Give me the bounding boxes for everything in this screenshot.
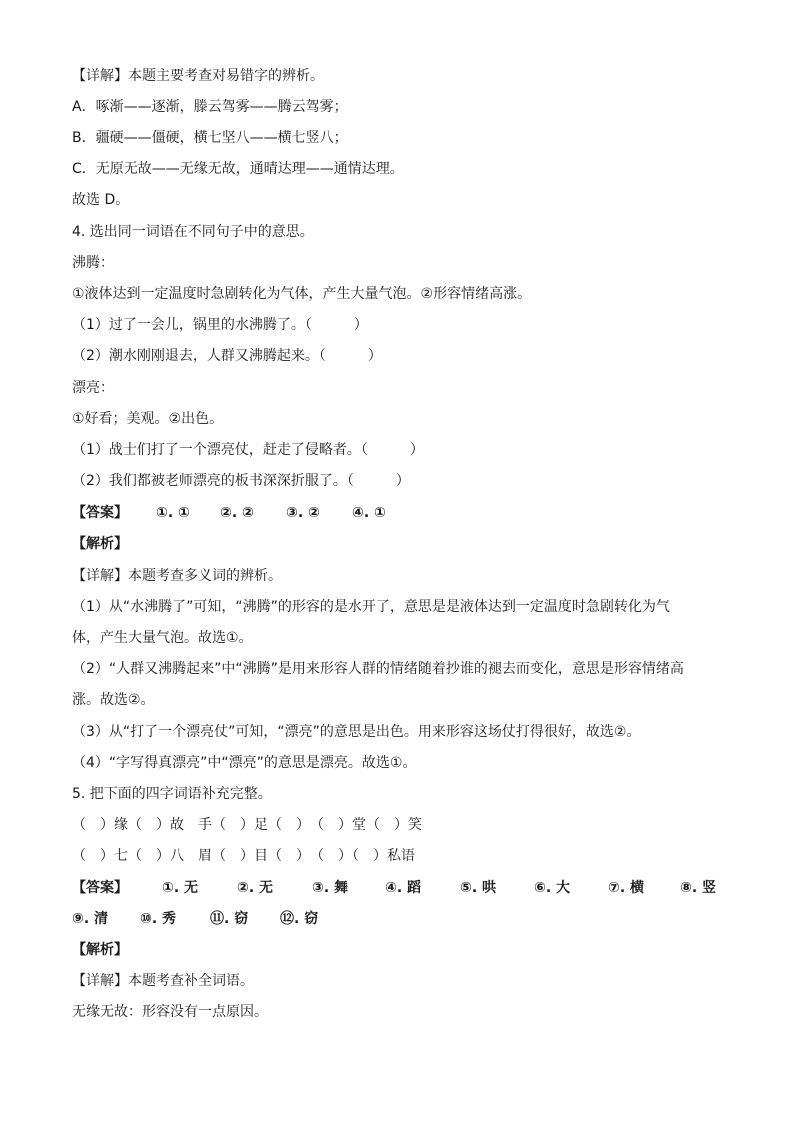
- feiteng-sentence-2: （2）潮水刚刚退去，人群又沸腾起来。（ ）: [72, 348, 382, 364]
- analysis-heading: 【解析】: [72, 536, 128, 552]
- piaoliang-meanings: ①好看；美观。②出色。: [72, 411, 224, 427]
- piaoliang-sentence-2: （2）我们都被老师漂亮的板书深深折服了。（ ）: [72, 473, 410, 489]
- answer-item: ⑫. 窃: [280, 911, 319, 927]
- idiom-blanks-row-1: （ ）缘（ ）故 手（ ）足（ ） （ ）堂（ ）笑: [72, 817, 422, 833]
- answer-item: ①. ①: [156, 505, 190, 521]
- word-feiteng: 沸腾：: [72, 255, 114, 271]
- answer-item: ①. 无: [162, 880, 199, 896]
- answer-item: ②. ②: [220, 505, 254, 521]
- answer-item: ③. 舞: [312, 880, 349, 896]
- detail-heading: 【详解】本题主要考查对易错字的辨析。: [72, 68, 324, 84]
- answer-item: ⑪. 窃: [210, 911, 249, 927]
- word-piaoliang: 漂亮：: [72, 380, 114, 396]
- answer-item: ⑤. 哄: [460, 880, 497, 896]
- explanation-2: （2）“人群又沸腾起来”中“沸腾”是用来形容人群的情绪随着抄谁的褪去而变化，意思是形容情绪高: [72, 661, 684, 677]
- answer-item: ⑩. 秀: [140, 911, 177, 927]
- question-5: 5. 把下面的四字词语补充完整。: [72, 786, 272, 802]
- feiteng-meanings: ①液体达到一定温度时急剧转化为气体，产生大量气泡。②形容情绪高涨。: [72, 286, 532, 302]
- choice-d: 故选 D。: [72, 192, 130, 208]
- analysis-heading: 【解析】: [72, 942, 128, 958]
- idiom-explanation: 无缘无故：形容没有一点原因。: [72, 1004, 268, 1020]
- option-c: C．无原无故——无缘无故，通晴达理——通情达理。: [72, 161, 404, 177]
- explanation-3: （3）从“打了一个漂亮仗”可知，“漂亮”的意思是出色。用来形容这场仗打得很好，故选②。: [72, 724, 641, 740]
- answer-label: 【答案】: [72, 880, 128, 896]
- option-b: B．疆硬——僵硬，横七坚八——横七竖八；: [72, 130, 348, 146]
- detail-heading: 【详解】本题考查补全词语。: [72, 973, 254, 989]
- detail-heading: 【详解】本题考查多义词的辨析。: [72, 568, 282, 584]
- answer-item: ③. ②: [286, 505, 320, 521]
- explanation-1-cont: 体，产生大量气泡。故选①。: [72, 630, 253, 646]
- answer-item: ②. 无: [237, 880, 274, 896]
- answer-item: ④. ①: [352, 505, 386, 521]
- answer-item: ⑧. 竖: [680, 880, 717, 896]
- feiteng-sentence-1: （1）过了一会儿，锅里的水沸腾了。（ ）: [72, 317, 368, 333]
- answer-label: 【答案】: [72, 505, 128, 521]
- option-a: A．啄渐——逐渐，滕云驾雾——腾云驾雾；: [72, 99, 348, 115]
- answer-item: ⑥. 大: [534, 880, 571, 896]
- piaoliang-sentence-1: （1）战士们打了一个漂亮仗，赶走了侵略者。（ ）: [72, 442, 424, 458]
- explanation-2-cont: 涨。故选②。: [72, 692, 155, 708]
- answer-item: ⑦. 横: [608, 880, 645, 896]
- answer-item: ④. 蹈: [385, 880, 422, 896]
- question-4: 4. 选出同一词语在不同句子中的意思。: [72, 224, 314, 240]
- explanation-4: （4）“字写得真漂亮”中“漂亮”的意思是漂亮。故选①。: [72, 755, 417, 771]
- explanation-1: （1）从“水沸腾了”可知，“沸腾”的形容的是水开了，意思是是液体达到一定温度时急剧转化为气: [72, 599, 670, 615]
- answer-item: ⑨. 清: [72, 911, 109, 927]
- idiom-blanks-row-2: （ ）七（ ）八 眉（ ）目（ ） （ ）（ ）私语: [72, 848, 415, 864]
